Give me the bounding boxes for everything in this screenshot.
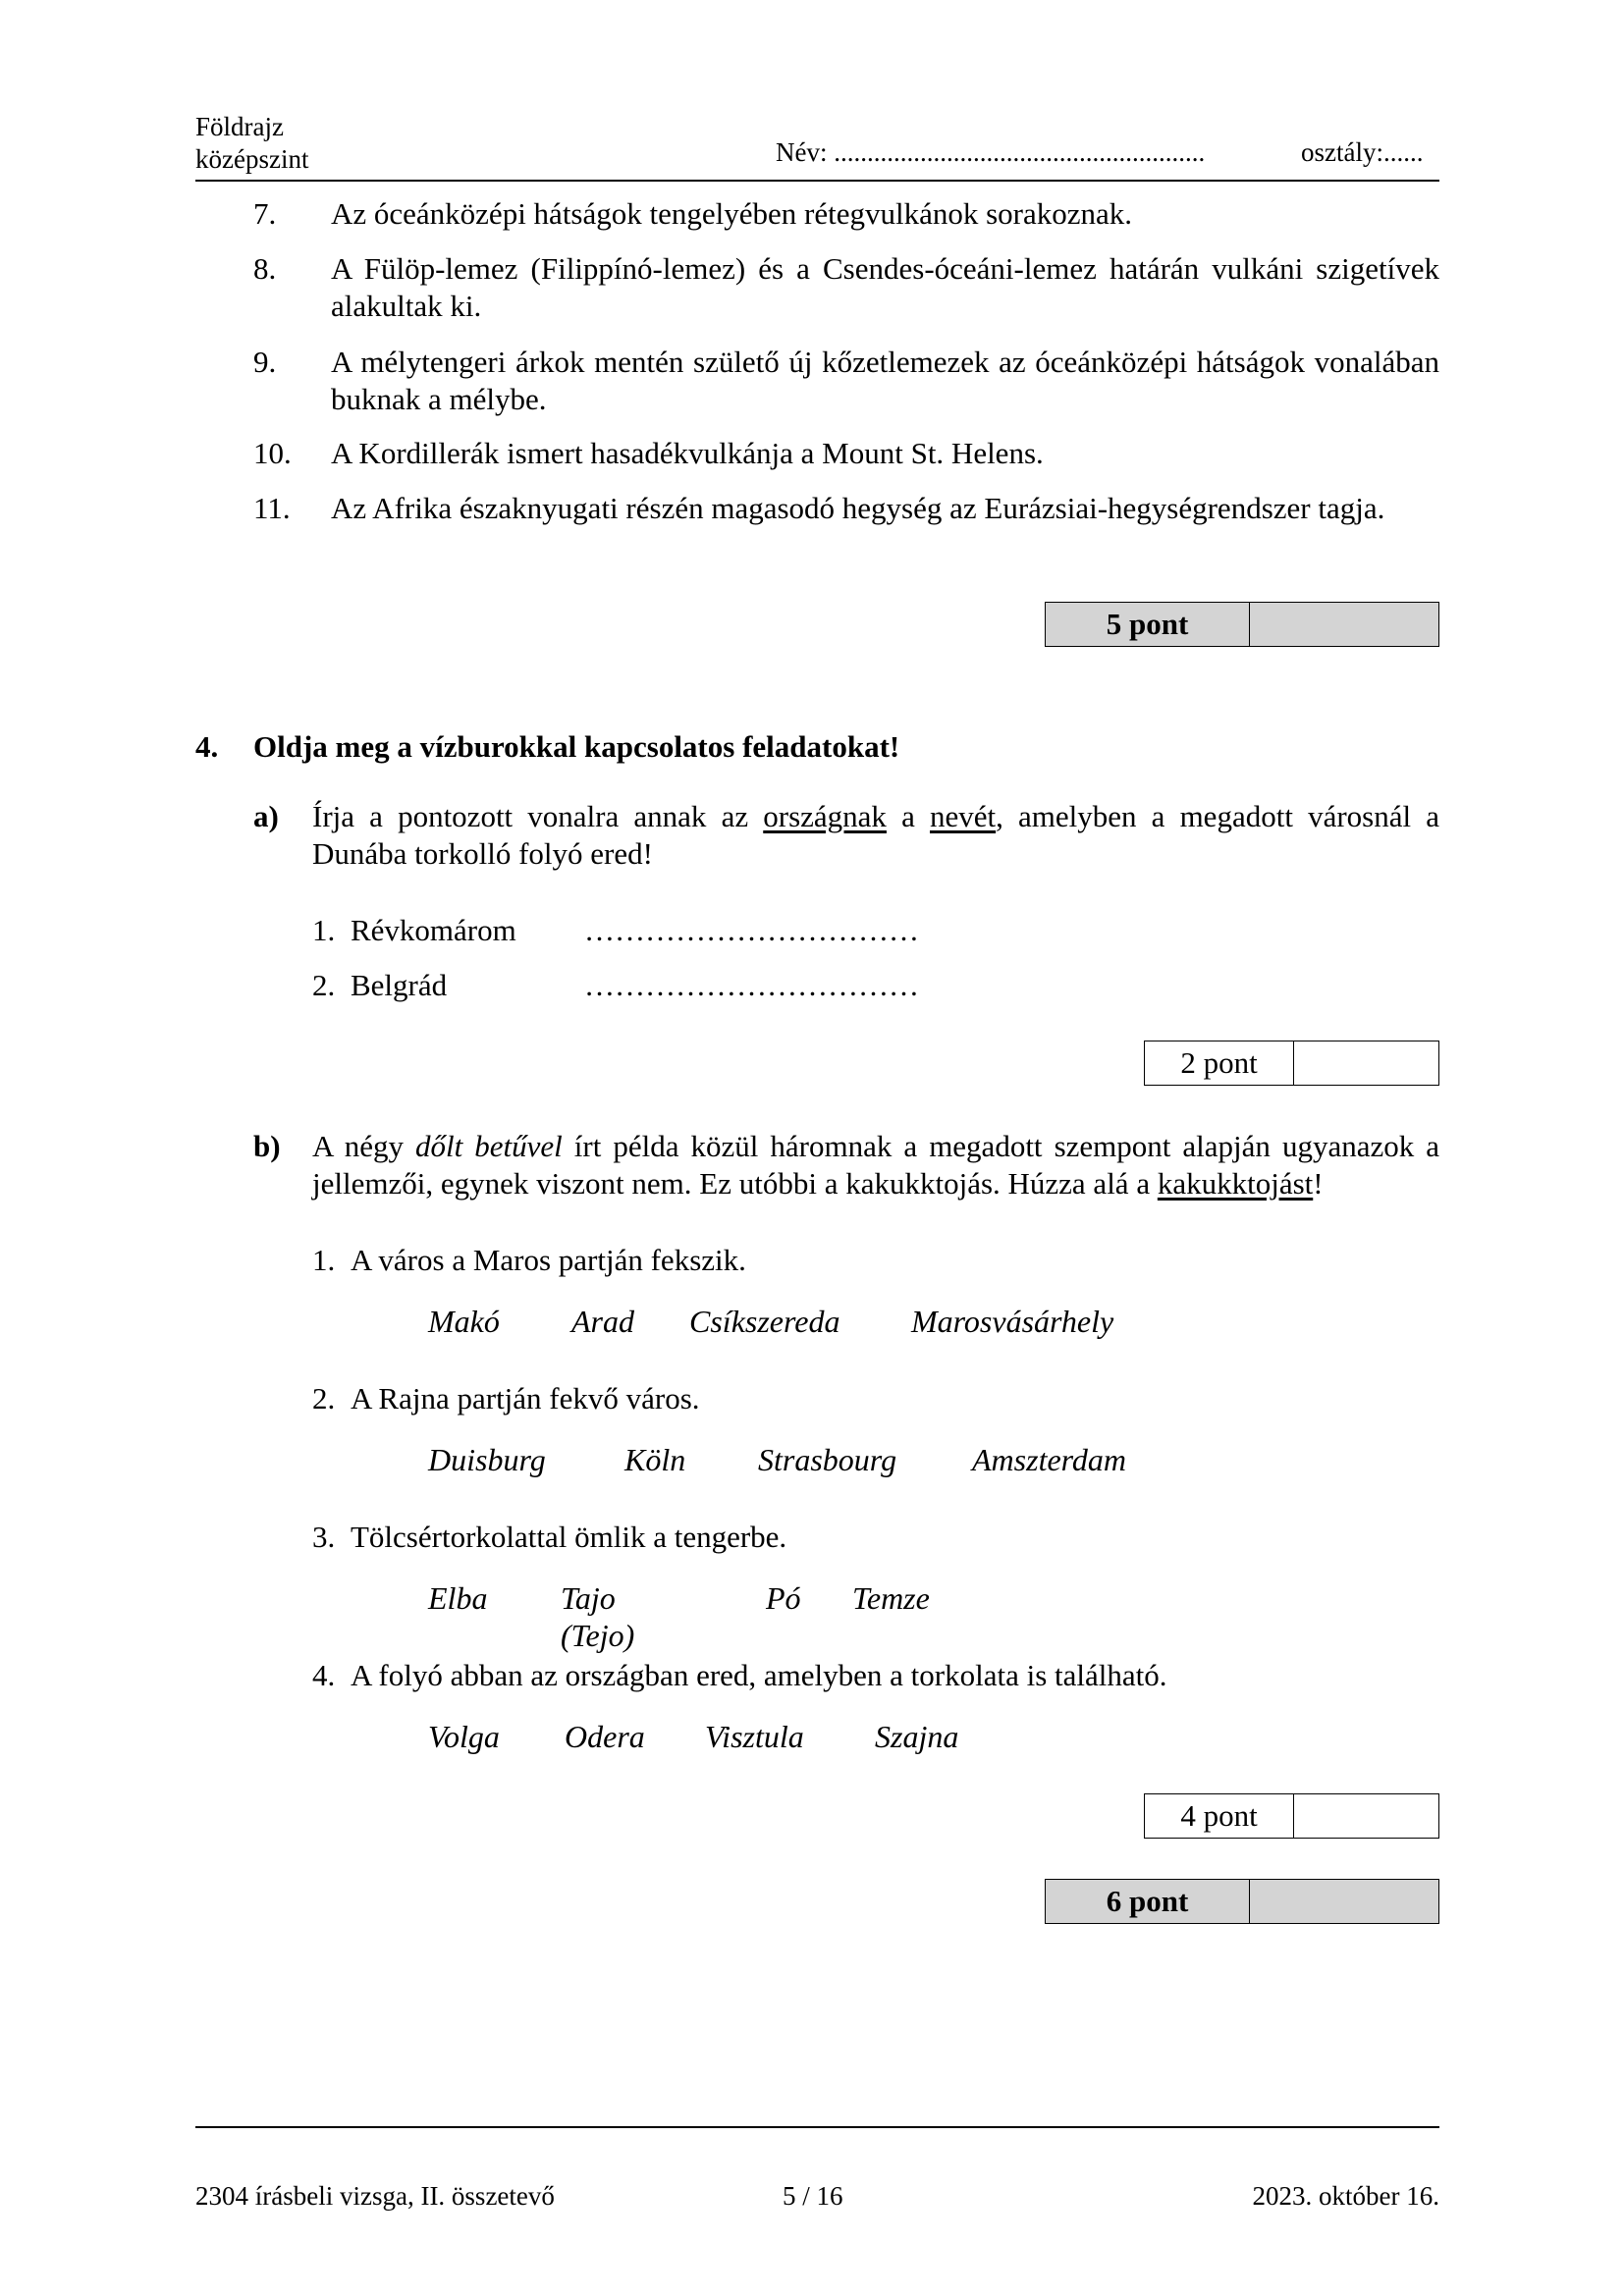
score-box-task4b <box>1144 1793 1439 1839</box>
header-rule <box>195 180 1439 182</box>
statement-number: 11. <box>253 491 291 525</box>
score-box-task4a <box>1144 1041 1439 1086</box>
statement-text: A Fülöp-lemez (Filippínó-lemez) és a Csendes-óceáni-lemez határán vulkáni szigetívek alakultak ki. <box>331 251 1439 323</box>
header-level: középszint <box>195 144 309 174</box>
task4a-item-number: 1. <box>312 913 336 947</box>
score-field[interactable] <box>1250 1880 1438 1923</box>
task4a-item-city: Révkomárom <box>351 913 516 947</box>
score-label: 6 pont <box>1046 1880 1250 1923</box>
header-subject: Földrajz <box>195 112 284 141</box>
score-field[interactable] <box>1250 603 1438 646</box>
task4-title: Oldja meg a vízburokkal kapcsolatos feladatokat! <box>253 729 900 764</box>
task4a-text-1: Írja a pontozott vonalra annak az <box>312 799 764 833</box>
statement-text: Az Afrika északnyugati részén magasodó hegység az Eurázsiai-hegységrendszer tagja. <box>331 491 1385 525</box>
score-box-task4-total <box>1045 1879 1439 1924</box>
statement-number: 8. <box>253 251 277 286</box>
header-name-field: Név: ........................................................ <box>776 137 1206 167</box>
score-label: 2 pont <box>1145 1041 1294 1085</box>
task4b-item-number: 3. <box>312 1520 336 1554</box>
task4a-item-city: Belgrád <box>351 968 448 1002</box>
statement-number: 9. <box>253 345 277 379</box>
task4b-italic-text: dőlt betűvel <box>415 1129 563 1163</box>
footer-page-number: 5 / 16 <box>783 2181 843 2211</box>
task4b-item-text: Tölcsértorkolattal ömlik a tengerbe. <box>351 1520 787 1554</box>
footer-date: 2023. október 16. <box>1252 2181 1439 2211</box>
statement-text: Az óceánközépi hátságok tengelyében rétegvulkánok sorakoznak. <box>331 196 1133 231</box>
task4b-item-text: A város a Maros partján fekszik. <box>351 1243 746 1277</box>
task4b-text-2: írt példa közül háromnak a megadott szempont alapján ugyanazok a jellemzői, egynek viszont nem. Ez utóbbi a kakukktojás. Húzza alá a <box>312 1129 1440 1201</box>
option-word[interactable]: Elba <box>428 1580 488 1616</box>
task4b-text-3: ! <box>1313 1166 1324 1201</box>
option-word[interactable]: Csíkszereda <box>689 1304 840 1339</box>
task4a-underlined-country: országnak <box>763 799 887 833</box>
score-box-task3 <box>1045 602 1439 647</box>
option-word[interactable]: Strasbourg <box>758 1442 897 1477</box>
option-word[interactable]: Temze <box>852 1580 930 1616</box>
statement-number: 7. <box>253 196 277 231</box>
statement-text: A Kordillerák ismert hasadékvulkánja a Mount St. Helens. <box>331 436 1044 470</box>
option-word[interactable]: Arad <box>571 1304 634 1339</box>
score-label: 4 pont <box>1145 1794 1294 1838</box>
task4a-answer-line[interactable]: …………………………… <box>584 913 919 947</box>
task4-number: 4. <box>195 729 219 764</box>
statement-text: A mélytengeri árkok mentén születő új kőzetlemezek az óceánközépi hátságok vonalában buknak a mélybe. <box>331 345 1439 416</box>
option-word[interactable]: Szajna <box>875 1719 959 1754</box>
task4b-label: b) <box>253 1129 281 1163</box>
task4b-underlined-text: kakukktojást <box>1157 1166 1314 1201</box>
score-label: 5 pont <box>1046 603 1250 646</box>
option-word[interactable]: Tajo (Tejo) <box>561 1580 635 1653</box>
task4a-instruction <box>312 798 1439 873</box>
statement-number: 10. <box>253 436 292 470</box>
option-word[interactable]: Makó <box>428 1304 500 1339</box>
task4b-item-number: 1. <box>312 1243 336 1277</box>
option-word[interactable]: Duisburg <box>428 1442 546 1477</box>
task4a-text-2: a <box>886 799 930 833</box>
footer-exam: 2304 írásbeli vizsga, II. összetevő <box>195 2181 555 2211</box>
score-field[interactable] <box>1294 1794 1438 1838</box>
score-field[interactable] <box>1294 1041 1438 1085</box>
header-class-field: osztály:...... <box>1301 137 1424 167</box>
footer-rule <box>195 2126 1439 2128</box>
task4a-answer-line[interactable]: …………………………… <box>584 968 919 1002</box>
option-word[interactable]: Volga <box>428 1719 500 1754</box>
task4a-item-number: 2. <box>312 968 336 1002</box>
task4a-label: a) <box>253 799 279 833</box>
task4a-underlined-name: nevét <box>929 799 997 833</box>
task4b-item-number: 2. <box>312 1381 336 1415</box>
task4b-text-1: A négy <box>312 1129 415 1163</box>
option-word[interactable]: Pó <box>766 1580 801 1616</box>
task4a-text-3: , amelyben a megadott városnál a Dunába torkolló folyó ered! <box>312 799 1439 871</box>
task4b-instruction <box>312 1128 1439 1202</box>
task4b-item-text: A Rajna partján fekvő város. <box>351 1381 700 1415</box>
task4b-item-text: A folyó abban az országban ered, amelyben a torkolata is található. <box>351 1658 1167 1692</box>
option-word[interactable]: Köln <box>624 1442 686 1477</box>
option-word[interactable]: Marosvásárhely <box>911 1304 1114 1339</box>
option-word[interactable]: Amszterdam <box>972 1442 1127 1477</box>
option-word[interactable]: Visztula <box>705 1719 804 1754</box>
option-word[interactable]: Odera <box>565 1719 645 1754</box>
task4b-item-number: 4. <box>312 1658 336 1692</box>
